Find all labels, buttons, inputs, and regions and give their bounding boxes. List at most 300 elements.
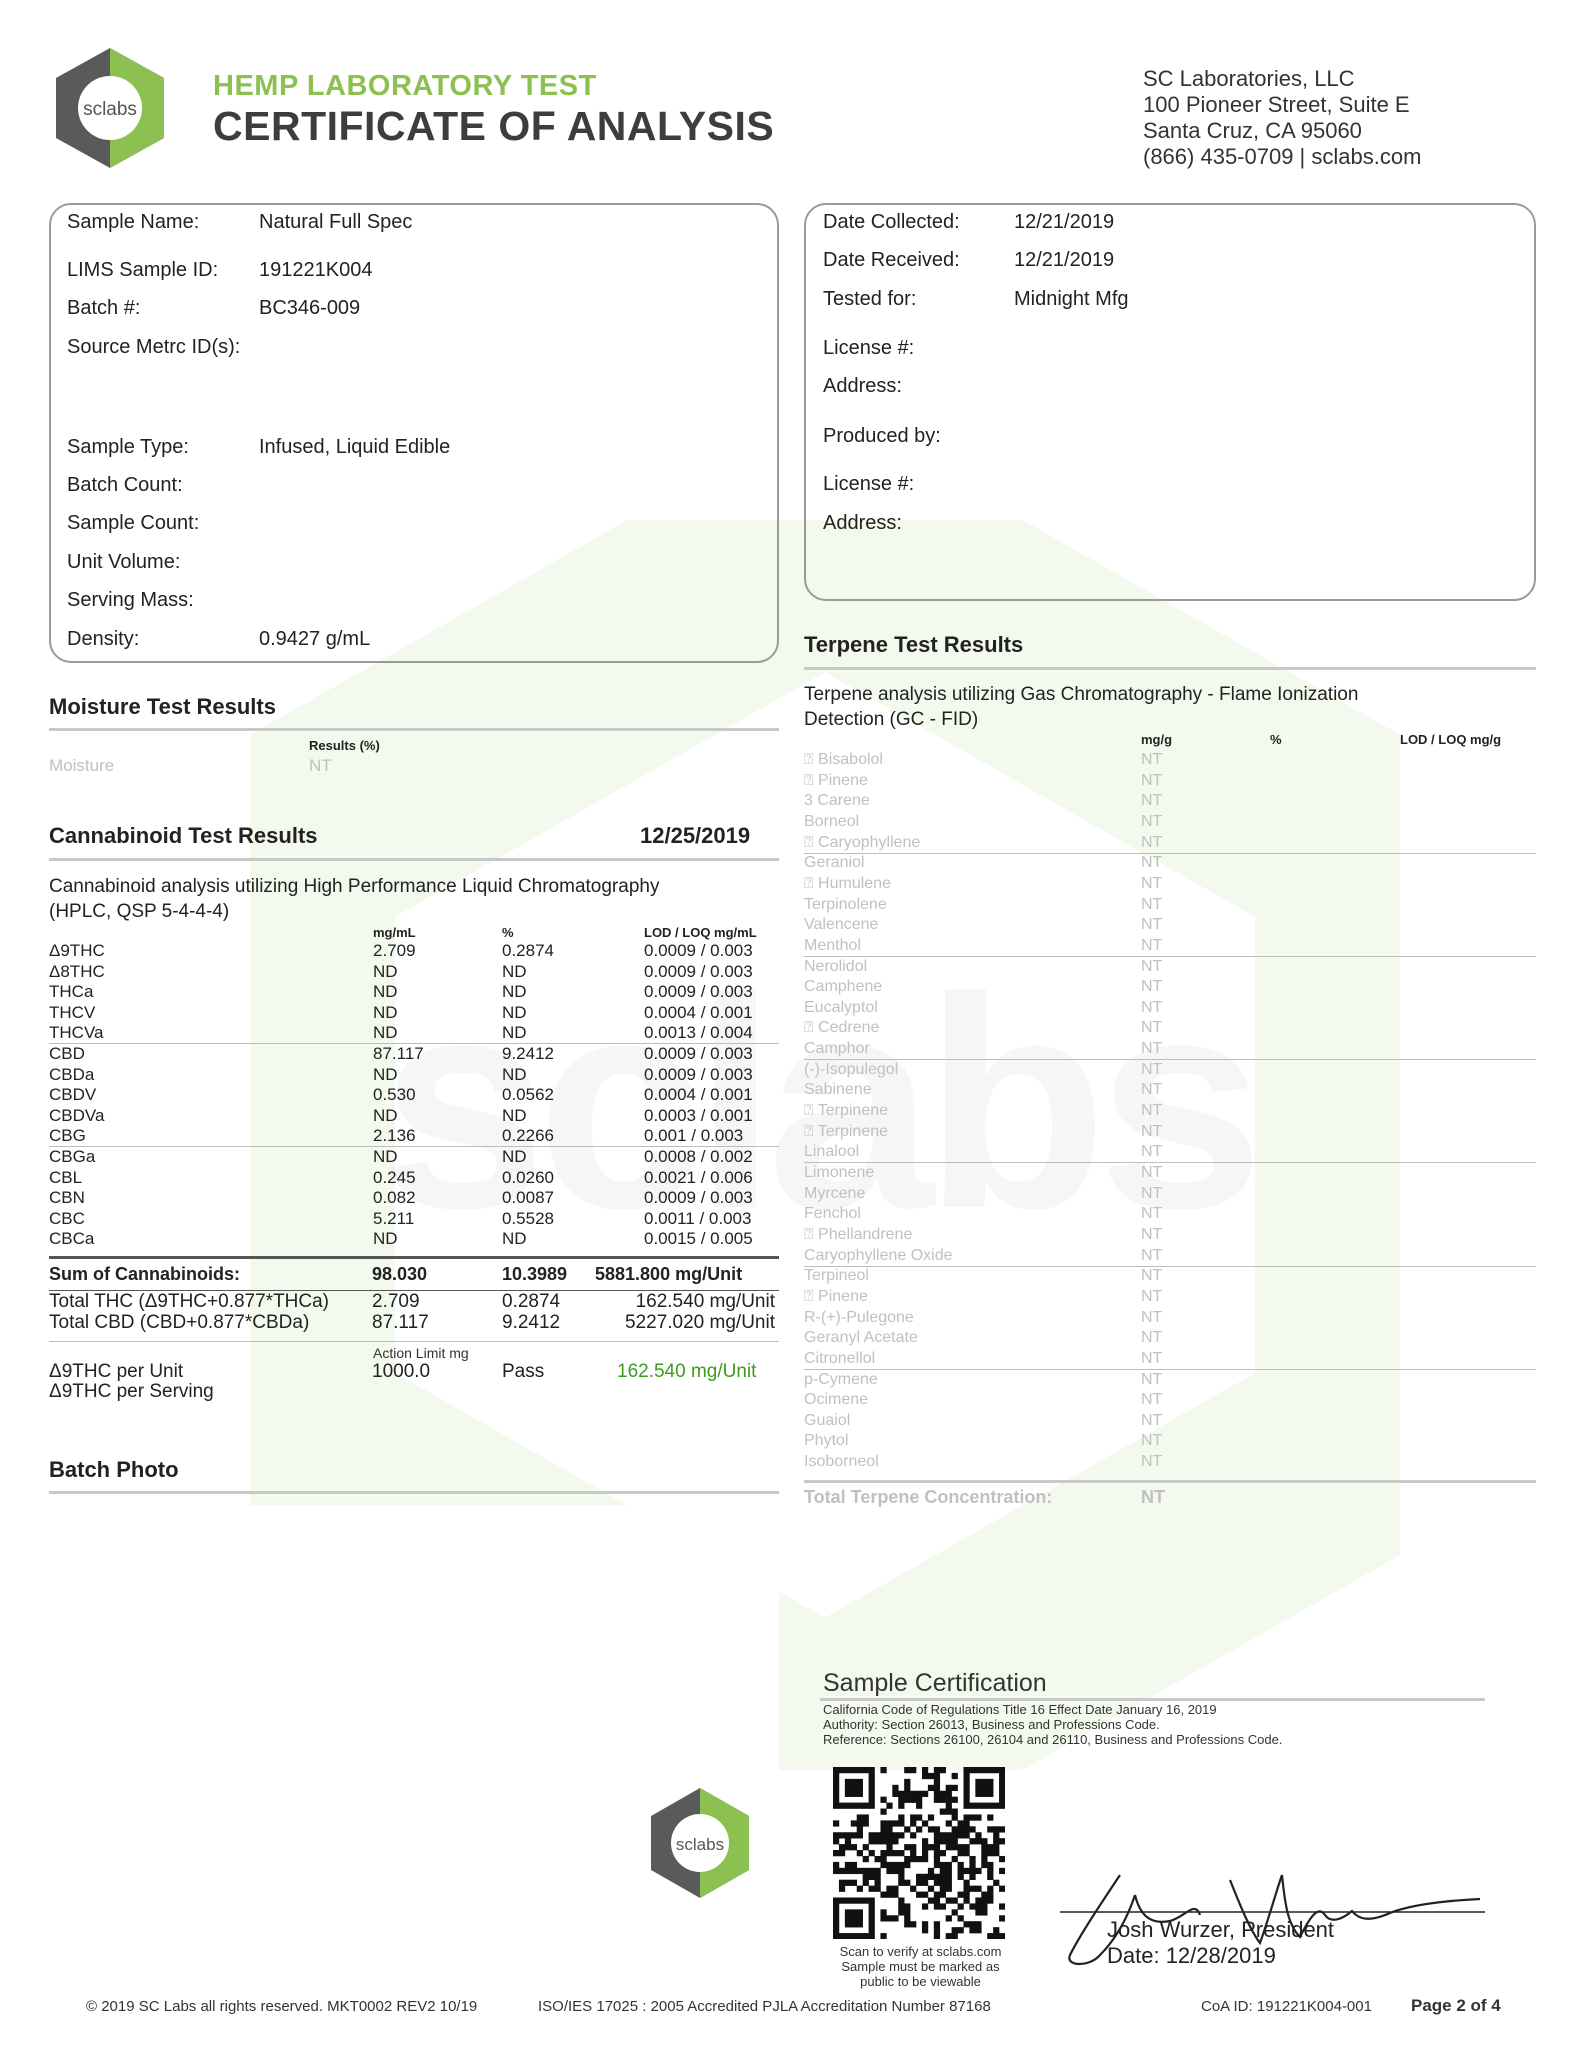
cannabinoid-value: 0.0011 / 0.003: [644, 1208, 752, 1228]
terpene-name: (-)-Isopulegol: [804, 1060, 899, 1078]
qr-module: [922, 1838, 928, 1844]
qr-module: [904, 1826, 910, 1832]
qr-module: [946, 1886, 952, 1892]
total-value: 0.2874: [502, 1291, 561, 1312]
qr-module: [851, 1767, 857, 1773]
qr-module: [922, 1927, 928, 1933]
qr-module: [845, 1779, 851, 1785]
terpene-row: [804, 750, 1536, 770]
qr-module: [940, 1838, 946, 1844]
qr-module: [969, 1862, 975, 1868]
cannabinoid-name: Δ9THC: [49, 941, 105, 960]
terpene-name: ⍰ Terpinene: [804, 1102, 889, 1120]
qr-module: [869, 1921, 875, 1927]
qr-module: [875, 1880, 881, 1886]
sample-info-row: [67, 259, 767, 283]
terpene-total-label: Total Terpene Concentration:: [804, 1487, 1053, 1507]
terpene-row: [804, 1411, 1536, 1431]
sample-info-label: LIMS Sample ID:: [67, 259, 219, 281]
qr-module: [981, 1862, 987, 1868]
cannabinoid-value: ND: [502, 1147, 527, 1166]
terpene-value: NT: [1141, 1391, 1163, 1409]
terpene-value: NT: [1141, 957, 1163, 975]
qr-module: [963, 1767, 969, 1773]
qr-module: [851, 1909, 857, 1915]
qr-module: [958, 1927, 964, 1933]
qr-module: [833, 1909, 839, 1915]
terpene-name: 3 Carene: [804, 792, 870, 810]
cannabinoid-name: THCV: [49, 1002, 96, 1022]
client-info-label: Date Received:: [823, 249, 960, 271]
qr-module: [993, 1880, 999, 1886]
qr-module: [969, 1868, 975, 1874]
qr-module: [857, 1785, 863, 1791]
footer-copyright: © 2019 SC Labs all rights reserved. MKT0002 REV2 10/19: [86, 1998, 478, 2015]
qr-module: [952, 1826, 958, 1832]
cannabinoid-row: [49, 941, 779, 961]
qr-module: [869, 1767, 875, 1773]
qr-module: [898, 1797, 904, 1803]
qr-module: [940, 1850, 946, 1856]
qr-module: [857, 1814, 863, 1820]
terpene-value: NT: [1141, 1267, 1163, 1285]
terpene-name: Geranyl Acetate: [804, 1329, 918, 1347]
sample-info-value: Infused, Liquid Edible: [259, 436, 451, 458]
client-info-row: [823, 211, 1523, 235]
qr-module: [999, 1791, 1005, 1797]
certification-line: California Code of Regulations Title 16 Effect Date January 16, 2019: [823, 1702, 1217, 1717]
qr-module: [952, 1909, 958, 1915]
cannabinoid-date: 12/25/2019: [640, 823, 751, 848]
terpene-name: Ocimene: [804, 1391, 869, 1409]
qr-module: [898, 1874, 904, 1880]
qr-module: [851, 1791, 857, 1797]
terpene-row: [804, 812, 1536, 832]
per-unit-status: Pass: [502, 1361, 545, 1382]
qr-module: [845, 1868, 851, 1874]
qr-module: [863, 1814, 869, 1820]
qr-module: [975, 1838, 981, 1844]
sample-info-value: BC346-009: [259, 297, 361, 319]
terpene-row: [804, 957, 1536, 977]
terpene-name: ⍰ Phellandrene: [804, 1225, 913, 1243]
qr-module: [934, 1921, 940, 1927]
qr-module: [839, 1933, 845, 1939]
qr-module: [975, 1791, 981, 1797]
cannabinoid-value: ND: [502, 1105, 527, 1125]
cannabinoid-name: CBDa: [49, 1064, 95, 1084]
qr-module: [892, 1915, 898, 1921]
client-info-value: 12/21/2019: [1014, 211, 1115, 233]
cannabinoid-name: CBDV: [49, 1085, 97, 1105]
qr-module: [869, 1838, 875, 1844]
qr-module: [999, 1803, 1005, 1809]
qr-module: [892, 1820, 898, 1826]
cannabinoid-row: [49, 1065, 779, 1085]
qr-module: [934, 1844, 940, 1850]
qr-module: [892, 1838, 898, 1844]
terpene-col-mgg: mg/g: [1141, 732, 1173, 747]
qr-module: [975, 1868, 981, 1874]
qr-module: [928, 1785, 934, 1791]
qr-module: [910, 1814, 916, 1820]
footer-accreditation: ISO/IES 17025 : 2005 Accredited PJLA Accreditation Number 87168: [538, 1998, 991, 2015]
qr-module: [880, 1797, 886, 1803]
terpene-row: [804, 1184, 1536, 1204]
qr-module: [958, 1832, 964, 1838]
cannabinoid-value: 0.0562: [502, 1085, 554, 1105]
terpene-value: NT: [1141, 833, 1163, 851]
qr-module: [851, 1844, 857, 1850]
terpene-value: NT: [1141, 936, 1163, 954]
qr-module: [839, 1868, 845, 1874]
cannabinoid-value: 0.0087: [502, 1188, 554, 1208]
qr-module: [946, 1797, 952, 1803]
terpene-row: [804, 1101, 1536, 1121]
qr-module: [987, 1791, 993, 1797]
moisture-rule: [49, 728, 779, 731]
qr-module: [857, 1832, 863, 1838]
qr-module: [869, 1909, 875, 1915]
qr-module: [969, 1903, 975, 1909]
qr-module: [869, 1915, 875, 1921]
qr-module: [833, 1832, 839, 1838]
qr-module: [934, 1797, 940, 1803]
qr-module: [910, 1850, 916, 1856]
qr-module: [975, 1779, 981, 1785]
qr-module: [981, 1850, 987, 1856]
qr-code[interactable]: [833, 1767, 1005, 1939]
terpene-value: NT: [1141, 1122, 1163, 1140]
qr-module: [928, 1897, 934, 1903]
qr-module: [981, 1791, 987, 1797]
qr-module: [833, 1862, 839, 1868]
qr-module: [922, 1856, 928, 1862]
qr-module: [863, 1880, 869, 1886]
qr-module: [993, 1767, 999, 1773]
qr-module: [875, 1886, 881, 1892]
qr-module: [987, 1767, 993, 1773]
terpene-name: Borneol: [804, 812, 860, 830]
qr-module: [928, 1886, 934, 1892]
qr-module: [910, 1767, 916, 1773]
cannabinoid-row: [49, 1003, 779, 1023]
qr-module: [946, 1820, 952, 1826]
qr-module: [999, 1773, 1005, 1779]
terpene-value: NT: [1141, 1060, 1163, 1078]
qr-module: [880, 1862, 886, 1868]
total-value: 5227.020 mg/Unit: [625, 1312, 775, 1333]
qr-module: [857, 1915, 863, 1921]
sample-info-row: [67, 336, 767, 360]
qr-module: [880, 1820, 886, 1826]
sum-label: Sum of Cannabinoids:: [49, 1264, 240, 1284]
terpene-row: [804, 791, 1536, 811]
cannabinoid-value: 2.136: [373, 1126, 416, 1146]
qr-module: [934, 1838, 940, 1844]
qr-module: [910, 1820, 916, 1826]
qr-module: [863, 1856, 869, 1862]
qr-module: [869, 1791, 875, 1797]
qr-module: [851, 1915, 857, 1921]
qr-module: [987, 1779, 993, 1785]
cannabinoid-name: THCa: [49, 982, 94, 1002]
qr-module: [922, 1773, 928, 1779]
cannabinoid-value: ND: [373, 1064, 398, 1084]
qr-module: [857, 1909, 863, 1915]
qr-module: [898, 1791, 904, 1797]
qr-module: [981, 1803, 987, 1809]
terpene-name: Sabinene: [804, 1081, 872, 1099]
qr-module: [886, 1850, 892, 1856]
qr-module: [934, 1785, 940, 1791]
qr-module: [999, 1779, 1005, 1785]
qr-module: [946, 1803, 952, 1809]
qr-module: [910, 1844, 916, 1850]
qr-module: [987, 1814, 993, 1820]
terpene-value: NT: [1141, 978, 1163, 996]
lab-street: 100 Pioneer Street, Suite E: [1143, 92, 1410, 117]
qr-module: [993, 1838, 999, 1844]
qr-module: [869, 1832, 875, 1838]
total-value: 9.2412: [502, 1312, 561, 1333]
qr-module: [952, 1927, 958, 1933]
terpene-value: NT: [1141, 751, 1163, 768]
qr-module: [946, 1838, 952, 1844]
qr-module: [910, 1921, 916, 1927]
cannabinoid-value: ND: [373, 1229, 398, 1249]
qr-module: [910, 1832, 916, 1838]
qr-module: [869, 1785, 875, 1791]
terpene-value: NT: [1141, 792, 1163, 810]
sample-info-label: Batch Count:: [67, 474, 183, 496]
qr-module: [940, 1797, 946, 1803]
qr-module: [940, 1832, 946, 1838]
qr-module: [916, 1797, 922, 1803]
qr-module: [863, 1874, 869, 1880]
lab-city: Santa Cruz, CA 95060: [1143, 118, 1362, 143]
qr-module: [963, 1814, 969, 1820]
qr-module: [869, 1779, 875, 1785]
qr-module: [857, 1767, 863, 1773]
qr-module: [863, 1844, 869, 1850]
qr-module: [904, 1767, 910, 1773]
cannabinoid-row: [49, 1209, 779, 1229]
qr-module: [857, 1897, 863, 1903]
client-info-row: [823, 249, 1523, 273]
terpene-name: Isoborneol: [804, 1453, 879, 1471]
sample-info-label: Unit Volume:: [67, 551, 181, 573]
cannabinoid-value: 2.709: [373, 941, 416, 960]
total-value: 87.117: [372, 1312, 429, 1333]
cannabinoid-value: 0.0009 / 0.003: [644, 982, 753, 1002]
terpene-name: ⍰ Pinene: [804, 1287, 868, 1305]
qr-module: [863, 1868, 869, 1874]
qr-module: [963, 1785, 969, 1791]
qr-module: [969, 1767, 975, 1773]
qr-module: [904, 1909, 910, 1915]
terpene-row: [804, 1039, 1536, 1059]
qr-module: [904, 1880, 910, 1886]
qr-module: [916, 1892, 922, 1898]
per-unit-label: Δ9THC per Unit: [49, 1361, 184, 1382]
qr-module: [940, 1791, 946, 1797]
qr-module: [904, 1903, 910, 1909]
qr-module: [928, 1868, 934, 1874]
total-value: 162.540 mg/Unit: [635, 1291, 775, 1312]
per-unit-value: 162.540 mg/Unit: [617, 1361, 757, 1382]
qr-module: [987, 1803, 993, 1809]
qr-module: [904, 1921, 910, 1927]
qr-module: [987, 1868, 993, 1874]
client-info-row: [823, 337, 1523, 361]
sample-info-label: Density:: [67, 628, 140, 650]
qr-module: [857, 1886, 863, 1892]
qr-module: [916, 1874, 922, 1880]
qr-module: [952, 1785, 958, 1791]
qr-module: [904, 1844, 910, 1850]
terpene-col-lod: LOD / LOQ mg/g: [1400, 732, 1502, 747]
qr-module: [969, 1803, 975, 1809]
sample-info-row: [67, 589, 767, 613]
qr-module: [845, 1767, 851, 1773]
terpene-value: NT: [1141, 1102, 1163, 1120]
qr-module: [981, 1785, 987, 1791]
terpene-name: Valencene: [804, 916, 879, 934]
qr-module: [969, 1874, 975, 1880]
qr-module: [934, 1791, 940, 1797]
cannabinoid-value: ND: [502, 961, 527, 981]
qr-module: [851, 1803, 857, 1809]
qr-module: [940, 1809, 946, 1815]
terpene-row: [804, 977, 1536, 997]
qr-module: [946, 1791, 952, 1797]
qr-module: [833, 1773, 839, 1779]
terpene-row: [804, 998, 1536, 1018]
terpene-row: [804, 874, 1536, 894]
qr-module: [863, 1803, 869, 1809]
qr-module: [910, 1791, 916, 1797]
qr-module: [975, 1803, 981, 1809]
action-rule: [49, 1341, 779, 1342]
qr-module: [999, 1767, 1005, 1773]
terpene-row: [804, 1080, 1536, 1100]
qr-module: [898, 1832, 904, 1838]
total-value: 2.709: [372, 1291, 420, 1312]
cannabinoid-value: ND: [373, 1105, 398, 1125]
qr-module: [880, 1832, 886, 1838]
qr-module: [963, 1892, 969, 1898]
qr-module: [851, 1921, 857, 1927]
qr-module: [963, 1921, 969, 1927]
qr-module: [958, 1820, 964, 1826]
terpene-value: NT: [1141, 998, 1163, 1016]
qr-module: [975, 1814, 981, 1820]
qr-module: [981, 1767, 987, 1773]
qr-module: [981, 1779, 987, 1785]
action-limit-header: Action Limit mg: [373, 1345, 469, 1361]
sum-rule: [49, 1256, 779, 1259]
qr-module: [833, 1820, 839, 1826]
qr-module: [845, 1915, 851, 1921]
certification-line: Authority: Section 26013, Business and Professions Code.: [823, 1717, 1160, 1732]
cannabinoid-row: [49, 1147, 779, 1167]
qr-module: [892, 1892, 898, 1898]
terpene-name: Camphor: [804, 1040, 870, 1058]
cannabinoid-value: 0.0009 / 0.003: [644, 961, 753, 981]
qr-module: [940, 1862, 946, 1868]
cannabinoid-value: 0.2266: [502, 1126, 554, 1146]
footer-page: Page 2 of 4: [1411, 1996, 1501, 2015]
cannabinoid-value: 0.5528: [502, 1208, 554, 1228]
client-info-label: Address:: [823, 375, 902, 397]
sample-info-label: Source Metrc ID(s):: [67, 336, 241, 358]
total-label: Total THC (Δ9THC+0.877*THCa): [49, 1291, 330, 1312]
qr-module: [987, 1886, 993, 1892]
terpene-value: NT: [1141, 1225, 1163, 1243]
qr-module: [904, 1791, 910, 1797]
sum-unit: 5881.800 mg/Unit: [595, 1264, 743, 1284]
terpene-value: NT: [1141, 1287, 1163, 1305]
qr-module: [963, 1797, 969, 1803]
cannabinoid-value: 5.211: [373, 1208, 415, 1228]
qr-module: [934, 1927, 940, 1933]
qr-module: [839, 1844, 845, 1850]
qr-module: [869, 1933, 875, 1939]
cannabinoid-value: ND: [502, 1064, 527, 1084]
sample-info-value: 191221K004: [259, 259, 373, 281]
qr-module: [845, 1862, 851, 1868]
cannabinoid-value: 0.245: [373, 1167, 416, 1187]
qr-module: [898, 1820, 904, 1826]
qr-module: [886, 1844, 892, 1850]
qr-module: [963, 1826, 969, 1832]
terpene-name: Limonene: [804, 1164, 875, 1181]
terpene-row: [804, 1122, 1536, 1142]
qr-module: [833, 1915, 839, 1921]
qr-module: [869, 1803, 875, 1809]
moisture-title: Moisture Test Results: [49, 694, 276, 719]
cannabinoid-col-pct: %: [502, 925, 514, 940]
cannabinoid-value: 0.0004 / 0.001: [644, 1085, 753, 1105]
qr-module: [898, 1897, 904, 1903]
qr-module: [952, 1856, 958, 1862]
qr-module: [946, 1832, 952, 1838]
certification-rule: [820, 1698, 1485, 1701]
terpene-row: [804, 1308, 1536, 1328]
qr-module: [922, 1892, 928, 1898]
terpene-rule: [804, 667, 1536, 670]
cannabinoid-col-lod: LOD / LOQ mg/mL: [644, 925, 757, 940]
qr-module: [880, 1915, 886, 1921]
qr-module: [999, 1915, 1005, 1921]
qr-module: [869, 1903, 875, 1909]
qr-module: [833, 1779, 839, 1785]
terpene-value: NT: [1141, 1329, 1163, 1347]
cannabinoid-value: 87.117: [373, 1044, 424, 1063]
qr-module: [857, 1921, 863, 1927]
terpene-name: Camphene: [804, 978, 883, 996]
qr-caption-line: Sample must be marked as: [841, 1959, 1000, 1974]
cannabinoid-row: [49, 1188, 779, 1208]
cannabinoid-value: 9.2412: [502, 1044, 554, 1063]
sample-info-label: Sample Name:: [67, 211, 200, 233]
svg-text:sclabs: sclabs: [83, 99, 137, 120]
qr-module: [851, 1779, 857, 1785]
qr-module: [845, 1832, 851, 1838]
terpene-value: NT: [1141, 1040, 1163, 1058]
qr-module: [851, 1933, 857, 1939]
